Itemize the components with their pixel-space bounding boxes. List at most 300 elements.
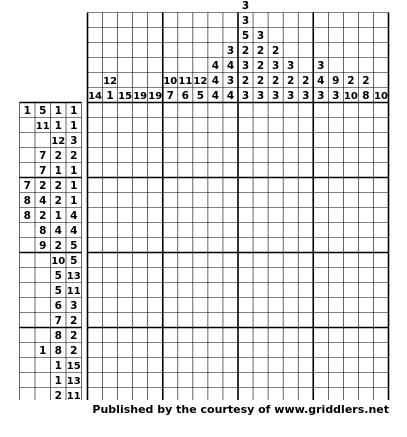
- grid-cell[interactable]: [313, 223, 328, 238]
- grid-cell[interactable]: [373, 118, 388, 133]
- grid-cell[interactable]: [193, 358, 208, 373]
- grid-cell[interactable]: [343, 103, 358, 118]
- grid-cell[interactable]: [328, 313, 343, 328]
- grid-cell[interactable]: [163, 268, 178, 283]
- grid-cell[interactable]: [133, 298, 148, 313]
- grid-cell[interactable]: [193, 163, 208, 178]
- grid-cell[interactable]: [103, 313, 118, 328]
- grid-cell[interactable]: [88, 118, 103, 133]
- grid-cell[interactable]: [88, 103, 103, 118]
- grid-cell[interactable]: [238, 268, 253, 283]
- grid-cell[interactable]: [208, 343, 223, 358]
- grid-cell[interactable]: [163, 373, 178, 388]
- grid-cell[interactable]: [373, 388, 388, 401]
- grid-cell[interactable]: [103, 118, 118, 133]
- grid-cell[interactable]: [88, 328, 103, 343]
- grid-cell[interactable]: [328, 238, 343, 253]
- grid-cell[interactable]: [283, 268, 298, 283]
- grid-cell[interactable]: [208, 253, 223, 268]
- grid-cell[interactable]: [343, 313, 358, 328]
- grid-cell[interactable]: [283, 148, 298, 163]
- grid-cell[interactable]: [373, 148, 388, 163]
- grid-cell[interactable]: [208, 373, 223, 388]
- grid-cell[interactable]: [358, 238, 373, 253]
- grid-cell[interactable]: [208, 133, 223, 148]
- grid-cell[interactable]: [343, 298, 358, 313]
- grid-cell[interactable]: [373, 133, 388, 148]
- grid-cell[interactable]: [238, 133, 253, 148]
- grid-cell[interactable]: [283, 298, 298, 313]
- grid-cell[interactable]: [328, 388, 343, 401]
- grid-cell[interactable]: [358, 328, 373, 343]
- grid-cell[interactable]: [373, 253, 388, 268]
- grid-cell[interactable]: [148, 208, 163, 223]
- grid-cell[interactable]: [253, 358, 268, 373]
- grid-cell[interactable]: [118, 238, 133, 253]
- grid-cell[interactable]: [298, 193, 313, 208]
- grid-cell[interactable]: [283, 388, 298, 401]
- grid-cell[interactable]: [88, 298, 103, 313]
- grid-cell[interactable]: [223, 328, 238, 343]
- grid-cell[interactable]: [133, 208, 148, 223]
- grid-cell[interactable]: [328, 373, 343, 388]
- grid-cell[interactable]: [358, 253, 373, 268]
- grid-cell[interactable]: [103, 148, 118, 163]
- grid-cell[interactable]: [238, 208, 253, 223]
- grid-cell[interactable]: [283, 313, 298, 328]
- grid-cell[interactable]: [268, 283, 283, 298]
- grid-cell[interactable]: [343, 358, 358, 373]
- grid-cell[interactable]: [358, 103, 373, 118]
- grid-cell[interactable]: [328, 118, 343, 133]
- grid-cell[interactable]: [238, 358, 253, 373]
- grid-cell[interactable]: [148, 253, 163, 268]
- grid-cell[interactable]: [283, 373, 298, 388]
- grid-cell[interactable]: [343, 148, 358, 163]
- grid-cell[interactable]: [88, 148, 103, 163]
- grid-cell[interactable]: [193, 283, 208, 298]
- grid-cell[interactable]: [133, 178, 148, 193]
- grid-cell[interactable]: [238, 223, 253, 238]
- grid-cell[interactable]: [148, 343, 163, 358]
- grid-cell[interactable]: [343, 118, 358, 133]
- grid-cell[interactable]: [313, 268, 328, 283]
- grid-cell[interactable]: [298, 163, 313, 178]
- grid-cell[interactable]: [358, 283, 373, 298]
- grid-cell[interactable]: [163, 313, 178, 328]
- grid-cell[interactable]: [373, 238, 388, 253]
- grid-cell[interactable]: [133, 133, 148, 148]
- grid-cell[interactable]: [208, 283, 223, 298]
- grid-cell[interactable]: [253, 388, 268, 401]
- grid-cell[interactable]: [343, 328, 358, 343]
- grid-cell[interactable]: [358, 148, 373, 163]
- grid-cell[interactable]: [133, 223, 148, 238]
- grid-cell[interactable]: [148, 103, 163, 118]
- grid-cell[interactable]: [208, 163, 223, 178]
- grid-cell[interactable]: [208, 223, 223, 238]
- grid-cell[interactable]: [193, 313, 208, 328]
- grid-cell[interactable]: [133, 373, 148, 388]
- grid-cell[interactable]: [193, 343, 208, 358]
- grid-cell[interactable]: [178, 343, 193, 358]
- grid-cell[interactable]: [253, 283, 268, 298]
- grid-cell[interactable]: [163, 193, 178, 208]
- grid-cell[interactable]: [88, 193, 103, 208]
- grid-cell[interactable]: [238, 283, 253, 298]
- grid-cell[interactable]: [223, 373, 238, 388]
- grid-cell[interactable]: [298, 328, 313, 343]
- grid-cell[interactable]: [238, 118, 253, 133]
- grid-cell[interactable]: [313, 163, 328, 178]
- grid-cell[interactable]: [238, 193, 253, 208]
- grid-cell[interactable]: [358, 133, 373, 148]
- grid-cell[interactable]: [313, 373, 328, 388]
- grid-cell[interactable]: [88, 388, 103, 401]
- grid-cell[interactable]: [343, 193, 358, 208]
- grid-cell[interactable]: [268, 388, 283, 401]
- grid-cell[interactable]: [223, 148, 238, 163]
- grid-cell[interactable]: [313, 283, 328, 298]
- grid-cell[interactable]: [313, 238, 328, 253]
- grid-cell[interactable]: [163, 358, 178, 373]
- grid-cell[interactable]: [163, 253, 178, 268]
- grid-cell[interactable]: [283, 223, 298, 238]
- grid-cell[interactable]: [373, 373, 388, 388]
- grid-cell[interactable]: [253, 373, 268, 388]
- grid-cell[interactable]: [163, 328, 178, 343]
- grid-cell[interactable]: [178, 328, 193, 343]
- grid-cell[interactable]: [103, 103, 118, 118]
- grid-cell[interactable]: [253, 328, 268, 343]
- grid-cell[interactable]: [298, 208, 313, 223]
- grid-cell[interactable]: [118, 163, 133, 178]
- grid-cell[interactable]: [268, 358, 283, 373]
- grid-cell[interactable]: [268, 328, 283, 343]
- grid-cell[interactable]: [373, 268, 388, 283]
- grid-cell[interactable]: [178, 238, 193, 253]
- grid-cell[interactable]: [358, 343, 373, 358]
- grid-cell[interactable]: [223, 253, 238, 268]
- grid-cell[interactable]: [328, 268, 343, 283]
- grid-cell[interactable]: [358, 163, 373, 178]
- grid-cell[interactable]: [238, 103, 253, 118]
- grid-cell[interactable]: [298, 283, 313, 298]
- grid-cell[interactable]: [238, 328, 253, 343]
- grid-cell[interactable]: [268, 343, 283, 358]
- grid-cell[interactable]: [148, 328, 163, 343]
- grid-cell[interactable]: [328, 343, 343, 358]
- grid-cell[interactable]: [178, 193, 193, 208]
- grid-cell[interactable]: [253, 103, 268, 118]
- grid-cell[interactable]: [268, 238, 283, 253]
- grid-cell[interactable]: [223, 283, 238, 298]
- grid-cell[interactable]: [283, 133, 298, 148]
- grid-cell[interactable]: [103, 223, 118, 238]
- grid-cell[interactable]: [118, 268, 133, 283]
- grid-cell[interactable]: [133, 253, 148, 268]
- grid-cell[interactable]: [313, 133, 328, 148]
- grid-cell[interactable]: [118, 343, 133, 358]
- grid-cell[interactable]: [178, 313, 193, 328]
- grid-cell[interactable]: [358, 268, 373, 283]
- grid-cell[interactable]: [223, 223, 238, 238]
- grid-cell[interactable]: [178, 163, 193, 178]
- grid-cell[interactable]: [133, 118, 148, 133]
- grid-cell[interactable]: [238, 388, 253, 401]
- grid-cell[interactable]: [178, 283, 193, 298]
- grid-cell[interactable]: [103, 163, 118, 178]
- grid-cell[interactable]: [298, 313, 313, 328]
- grid-cell[interactable]: [148, 358, 163, 373]
- grid-cell[interactable]: [193, 223, 208, 238]
- grid-cell[interactable]: [193, 208, 208, 223]
- grid-cell[interactable]: [148, 283, 163, 298]
- grid-cell[interactable]: [328, 223, 343, 238]
- grid-cell[interactable]: [148, 388, 163, 401]
- grid-cell[interactable]: [193, 328, 208, 343]
- grid-cell[interactable]: [253, 268, 268, 283]
- grid-cell[interactable]: [253, 148, 268, 163]
- grid-cell[interactable]: [253, 133, 268, 148]
- grid-cell[interactable]: [133, 238, 148, 253]
- grid-cell[interactable]: [163, 133, 178, 148]
- grid-cell[interactable]: [283, 163, 298, 178]
- grid-cell[interactable]: [343, 178, 358, 193]
- grid-cell[interactable]: [178, 388, 193, 401]
- grid-cell[interactable]: [148, 223, 163, 238]
- grid-cell[interactable]: [268, 178, 283, 193]
- grid-cell[interactable]: [193, 178, 208, 193]
- grid-cell[interactable]: [253, 238, 268, 253]
- grid-cell[interactable]: [328, 103, 343, 118]
- grid-cell[interactable]: [193, 388, 208, 401]
- grid-cell[interactable]: [358, 313, 373, 328]
- grid-cell[interactable]: [208, 268, 223, 283]
- grid-cell[interactable]: [223, 313, 238, 328]
- grid-cell[interactable]: [253, 253, 268, 268]
- grid-cell[interactable]: [148, 193, 163, 208]
- grid-cell[interactable]: [373, 328, 388, 343]
- grid-cell[interactable]: [103, 253, 118, 268]
- grid-cell[interactable]: [178, 373, 193, 388]
- grid-cell[interactable]: [163, 343, 178, 358]
- grid-cell[interactable]: [118, 208, 133, 223]
- grid-cell[interactable]: [313, 253, 328, 268]
- grid-cell[interactable]: [268, 133, 283, 148]
- grid-cell[interactable]: [253, 313, 268, 328]
- grid-cell[interactable]: [103, 343, 118, 358]
- grid-cell[interactable]: [268, 148, 283, 163]
- grid-cell[interactable]: [238, 178, 253, 193]
- grid-cell[interactable]: [238, 238, 253, 253]
- grid-cell[interactable]: [328, 133, 343, 148]
- grid-cell[interactable]: [283, 238, 298, 253]
- grid-cell[interactable]: [328, 328, 343, 343]
- grid-cell[interactable]: [88, 283, 103, 298]
- grid-cell[interactable]: [358, 388, 373, 401]
- grid-cell[interactable]: [373, 223, 388, 238]
- grid-cell[interactable]: [298, 358, 313, 373]
- grid-cell[interactable]: [208, 193, 223, 208]
- grid-cell[interactable]: [193, 103, 208, 118]
- grid-cell[interactable]: [118, 358, 133, 373]
- grid-cell[interactable]: [103, 388, 118, 401]
- grid-cell[interactable]: [103, 328, 118, 343]
- grid-cell[interactable]: [118, 223, 133, 238]
- grid-cell[interactable]: [358, 373, 373, 388]
- grid-cell[interactable]: [238, 373, 253, 388]
- grid-cell[interactable]: [208, 178, 223, 193]
- grid-cell[interactable]: [283, 343, 298, 358]
- grid-cell[interactable]: [328, 208, 343, 223]
- grid-cell[interactable]: [268, 208, 283, 223]
- grid-cell[interactable]: [193, 268, 208, 283]
- grid-cell[interactable]: [268, 163, 283, 178]
- grid-cell[interactable]: [343, 238, 358, 253]
- grid-cell[interactable]: [298, 388, 313, 401]
- grid-cell[interactable]: [298, 253, 313, 268]
- grid-cell[interactable]: [88, 313, 103, 328]
- grid-cell[interactable]: [178, 178, 193, 193]
- grid-cell[interactable]: [313, 298, 328, 313]
- grid-cell[interactable]: [133, 328, 148, 343]
- grid-cell[interactable]: [328, 148, 343, 163]
- grid-cell[interactable]: [88, 343, 103, 358]
- grid-cell[interactable]: [193, 253, 208, 268]
- grid-cell[interactable]: [253, 208, 268, 223]
- grid-cell[interactable]: [253, 118, 268, 133]
- grid-cell[interactable]: [373, 103, 388, 118]
- grid-cell[interactable]: [163, 298, 178, 313]
- grid-cell[interactable]: [208, 358, 223, 373]
- grid-cell[interactable]: [103, 178, 118, 193]
- grid-cell[interactable]: [343, 163, 358, 178]
- grid-cell[interactable]: [103, 373, 118, 388]
- grid-cell[interactable]: [208, 118, 223, 133]
- grid-cell[interactable]: [283, 103, 298, 118]
- grid-cell[interactable]: [133, 313, 148, 328]
- grid-cell[interactable]: [358, 223, 373, 238]
- grid-cell[interactable]: [358, 193, 373, 208]
- grid-cell[interactable]: [148, 148, 163, 163]
- grid-cell[interactable]: [178, 208, 193, 223]
- grid-cell[interactable]: [223, 343, 238, 358]
- grid-cell[interactable]: [283, 208, 298, 223]
- grid-cell[interactable]: [283, 118, 298, 133]
- grid-cell[interactable]: [253, 223, 268, 238]
- grid-cell[interactable]: [223, 208, 238, 223]
- grid-cell[interactable]: [133, 268, 148, 283]
- grid-cell[interactable]: [268, 298, 283, 313]
- grid-cell[interactable]: [253, 193, 268, 208]
- grid-cell[interactable]: [268, 118, 283, 133]
- grid-cell[interactable]: [268, 193, 283, 208]
- grid-cell[interactable]: [358, 178, 373, 193]
- grid-cell[interactable]: [118, 103, 133, 118]
- grid-cell[interactable]: [148, 268, 163, 283]
- grid-cell[interactable]: [133, 163, 148, 178]
- grid-cell[interactable]: [118, 148, 133, 163]
- grid-cell[interactable]: [163, 118, 178, 133]
- grid-cell[interactable]: [223, 193, 238, 208]
- grid-cell[interactable]: [373, 313, 388, 328]
- grid-cell[interactable]: [253, 343, 268, 358]
- grid-cell[interactable]: [118, 253, 133, 268]
- grid-cell[interactable]: [163, 148, 178, 163]
- grid-cell[interactable]: [268, 313, 283, 328]
- grid-cell[interactable]: [313, 103, 328, 118]
- grid-cell[interactable]: [223, 163, 238, 178]
- grid-cell[interactable]: [298, 268, 313, 283]
- grid-cell[interactable]: [193, 133, 208, 148]
- grid-cell[interactable]: [178, 223, 193, 238]
- grid-cell[interactable]: [343, 283, 358, 298]
- grid-cell[interactable]: [118, 373, 133, 388]
- grid-cell[interactable]: [373, 298, 388, 313]
- grid-cell[interactable]: [298, 178, 313, 193]
- grid-cell[interactable]: [208, 313, 223, 328]
- grid-cell[interactable]: [298, 148, 313, 163]
- grid-cell[interactable]: [328, 178, 343, 193]
- grid-cell[interactable]: [268, 223, 283, 238]
- grid-cell[interactable]: [88, 178, 103, 193]
- grid-cell[interactable]: [313, 118, 328, 133]
- grid-cell[interactable]: [358, 208, 373, 223]
- grid-cell[interactable]: [103, 133, 118, 148]
- grid-cell[interactable]: [178, 268, 193, 283]
- grid-cell[interactable]: [298, 343, 313, 358]
- grid-cell[interactable]: [313, 193, 328, 208]
- grid-cell[interactable]: [343, 268, 358, 283]
- grid-cell[interactable]: [373, 283, 388, 298]
- grid-cell[interactable]: [193, 373, 208, 388]
- grid-cell[interactable]: [223, 388, 238, 401]
- grid-cell[interactable]: [193, 238, 208, 253]
- grid-cell[interactable]: [313, 328, 328, 343]
- grid-cell[interactable]: [268, 268, 283, 283]
- grid-cell[interactable]: [283, 283, 298, 298]
- grid-cell[interactable]: [178, 148, 193, 163]
- grid-cell[interactable]: [163, 163, 178, 178]
- grid-cell[interactable]: [163, 283, 178, 298]
- grid-cell[interactable]: [298, 223, 313, 238]
- grid-cell[interactable]: [193, 118, 208, 133]
- grid-cell[interactable]: [178, 133, 193, 148]
- grid-cell[interactable]: [268, 253, 283, 268]
- grid-cell[interactable]: [298, 238, 313, 253]
- grid-cell[interactable]: [193, 193, 208, 208]
- grid-cell[interactable]: [133, 283, 148, 298]
- grid-cell[interactable]: [268, 103, 283, 118]
- grid-cell[interactable]: [148, 163, 163, 178]
- grid-cell[interactable]: [343, 373, 358, 388]
- grid-cell[interactable]: [238, 148, 253, 163]
- grid-cell[interactable]: [253, 178, 268, 193]
- grid-cell[interactable]: [223, 118, 238, 133]
- grid-cell[interactable]: [148, 313, 163, 328]
- grid-cell[interactable]: [103, 358, 118, 373]
- grid-cell[interactable]: [88, 358, 103, 373]
- grid-cell[interactable]: [223, 238, 238, 253]
- grid-cell[interactable]: [373, 178, 388, 193]
- grid-cell[interactable]: [283, 193, 298, 208]
- grid-cell[interactable]: [163, 103, 178, 118]
- grid-cell[interactable]: [298, 133, 313, 148]
- grid-cell[interactable]: [223, 358, 238, 373]
- grid-cell[interactable]: [313, 358, 328, 373]
- grid-cell[interactable]: [328, 193, 343, 208]
